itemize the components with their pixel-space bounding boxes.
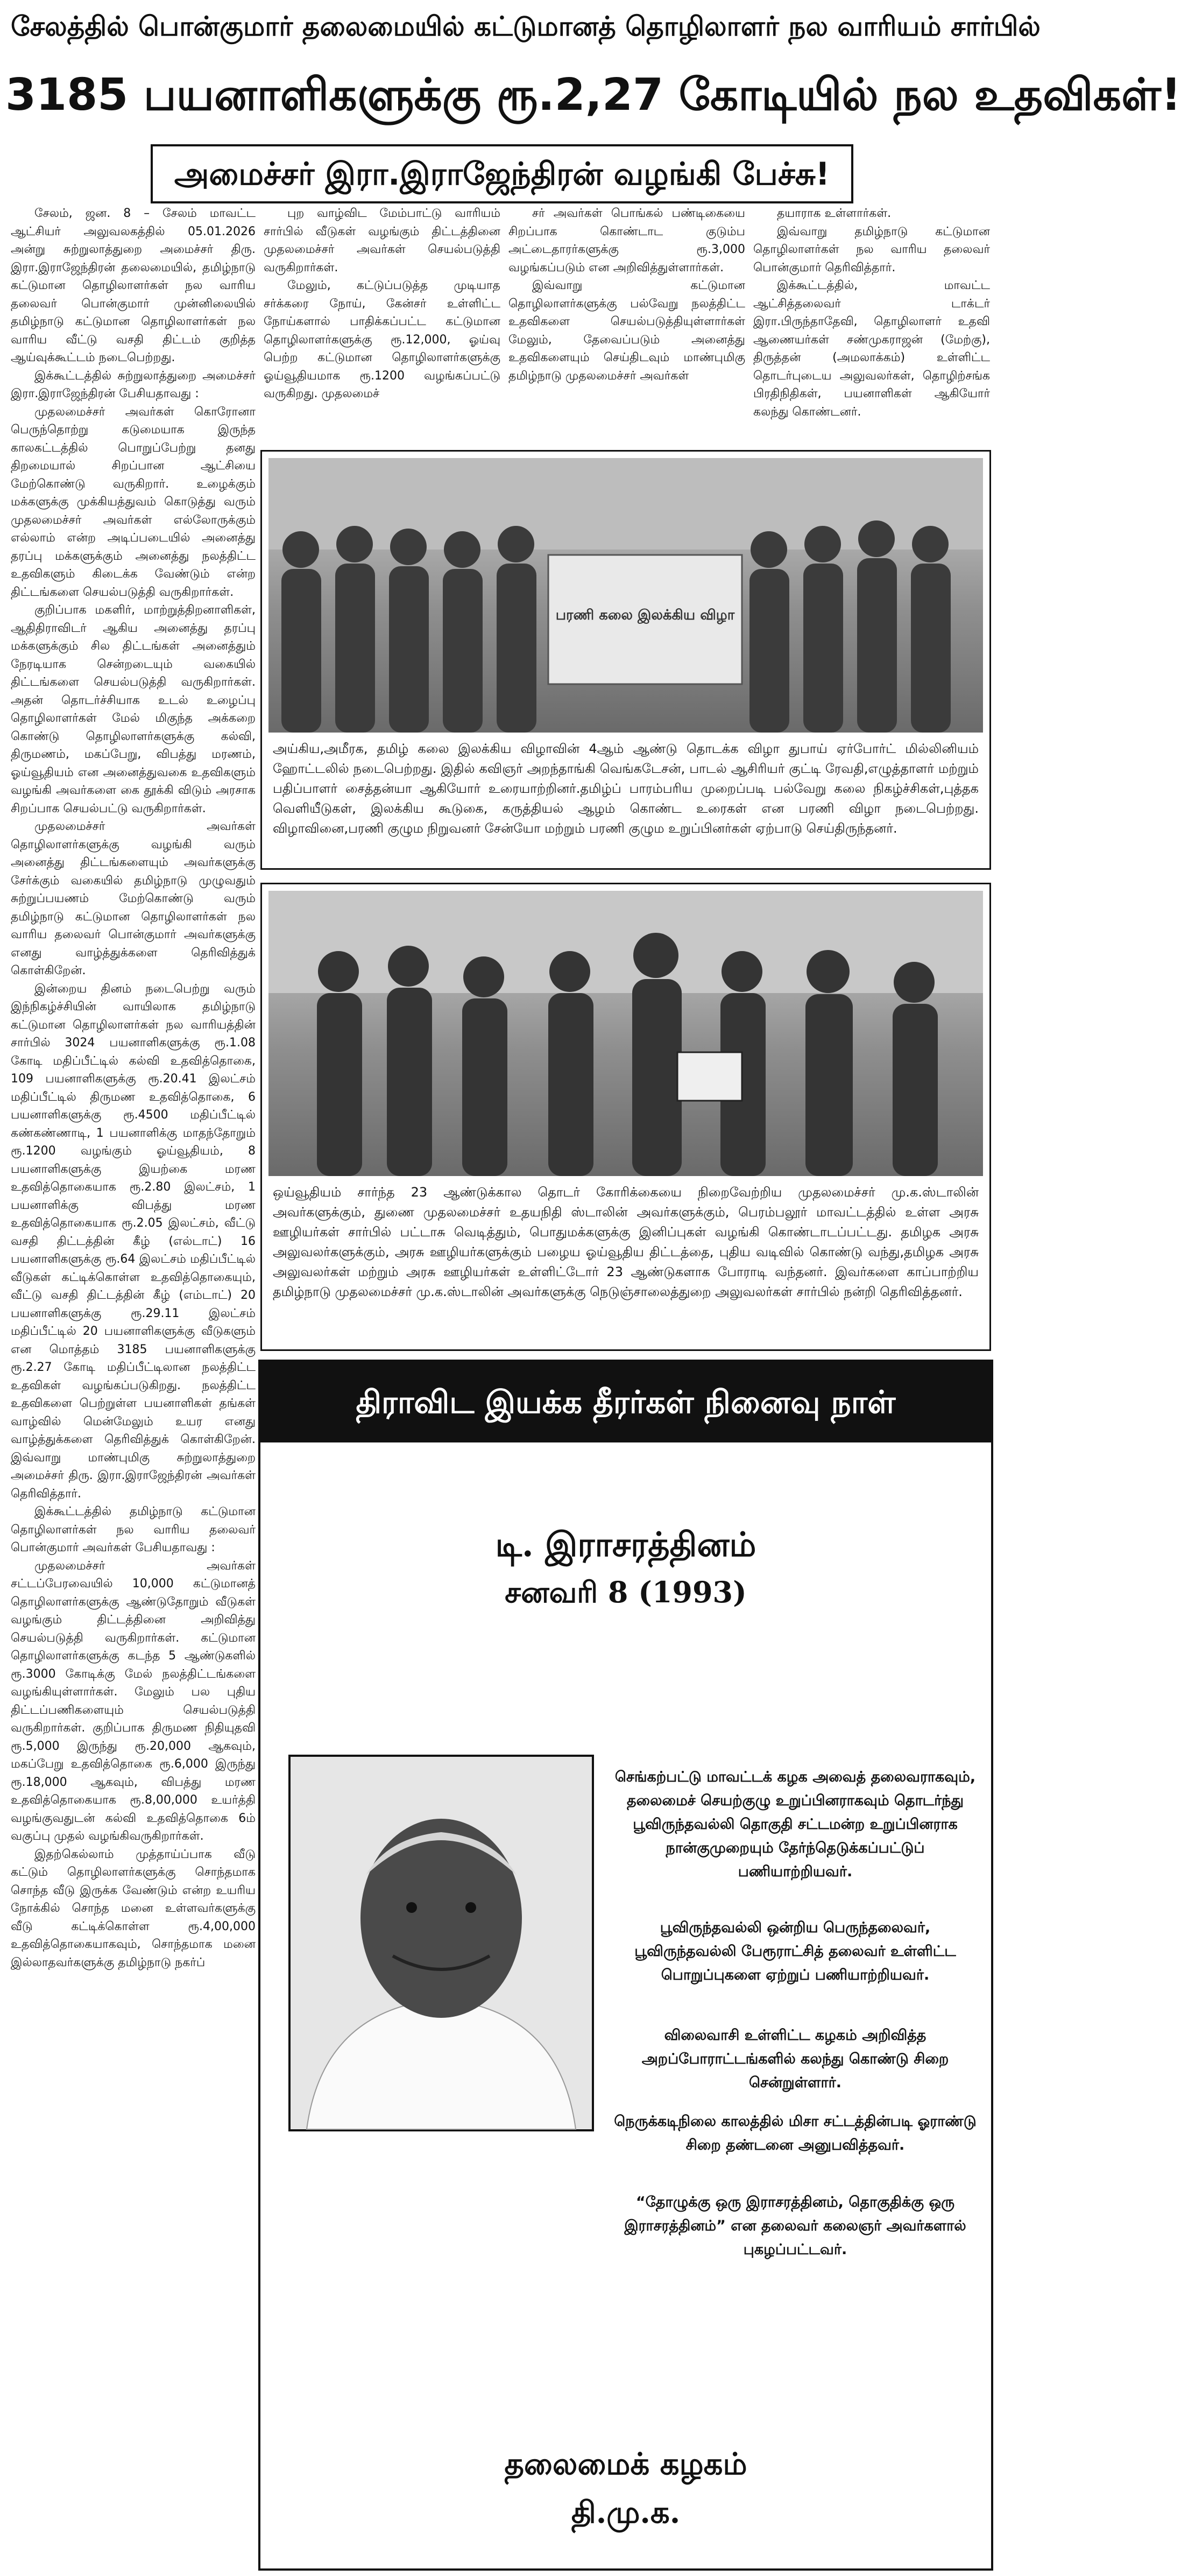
photo-banner-text: பரணி கலை இலக்கிய விழா: [555, 607, 735, 623]
headline: 3185 பயனாளிகளுக்கு ரூ.2,27 கோடியில் நல உதவிகள்!: [5, 69, 1181, 121]
article-paragraph: இதற்கெல்லாம் முத்தாய்ப்பாக வீடு கட்டும் தொழிலாளர்களுக்கு சொந்தமாக சொந்த வீடு இருக்க வேண்டும் என்ற உயரிய நோக்கில் சொந்த மனை உள்ளவர்களுக்கு வீடு கட்டிக்கொள்ள ரூ.4,00,000 உதவித்தொகையாகவும், சொந்தமாக மனை இல்லாதவர்களுக்கு தமிழ்நாடு நகர்ப்: [11, 1847, 256, 1969]
article-paragraph: புற வாழ்விட மேம்பாட்டு வாரியம் சார்பில் வீடுகள் வழங்கும் திட்டத்தினை முதலமைச்சர் அவர்கள் செயல்படுத்தி வருகிறார்கள்.: [264, 207, 500, 275]
photo-story-1: [260, 450, 991, 870]
event-photo-1-illustration: [268, 458, 983, 733]
portrait-illustration: [291, 1757, 592, 2129]
article-paragraph: குறிப்பாக மகளிர், மாற்றுத்திறனாளிகள், ஆதிதிராவிடர் ஆகிய அனைத்து தரப்பு மக்களுக்கும் சில திட்டங்கள் அனைத்தும் நேரடியாக சென்றடையும் வகையில் திட்டங்களை செயல்படுத்தி வருகிறார்கள். அதன் தொடர்ச்சியாக உடல் உழைப்பு தொழிலாளர்கள் மேல் மிகுந்த அக்கறை கொண்டு தொழிலாளர்களுக்கு கல்வி, திருமணம், மகப்பேறு, விபத்து மரணம், ஓய்வூதியம் என அனைத்துவகை உதவிகளும் வழங்கி அவர்களை கை தூக்கி விடும் அரசாக சிறப்பாக செயல்பட்டு வருகிறார்கள்.: [11, 603, 256, 815]
article-paragraph: சர் அவர்கள் பொங்கல் பண்டிகையை சிறப்பாக கொண்டாட குடும்ப அட்டைதாரர்களுக்கு ரூ.3,000 வழங்கப்படும் என அறிவித்துள்ளார்கள்.: [508, 207, 745, 275]
article-col-2: [264, 205, 500, 441]
event-photo-1: [268, 458, 983, 733]
event-photo-2: [268, 891, 983, 1176]
article-paragraph: இக்கூட்டத்தில் சுற்றுலாத்துறை அமைச்சர் இரா.இராஜேந்திரன் பேசியதாவது :: [11, 369, 256, 400]
subhead: அமைச்சர் இரா.இராஜேந்திரன் வழங்கி பேச்சு!: [151, 144, 853, 203]
memorial-signature-1: தலைமைக் கழகம்: [504, 2446, 747, 2482]
article-paragraph: இவ்வாறு கட்டுமான தொழிலாளர்களுக்கு பல்வேறு நலத்திட்ட உதவிகளை செயல்படுத்தியுள்ளார்கள் மேலும், தேவைப்படும் அனைத்து உதவிகளையும் செய்திடவும் மாண்புமிகு தமிழ்நாடு முதலமைச்சர் அவர்கள்: [508, 279, 745, 383]
article-col-1: [11, 205, 256, 2567]
article-paragraph: இக்கூட்டத்தில், மாவட்ட ஆட்சித்தலைவர் டாக்டர் இரா.பிருந்தாதேவி, தொழிலாளர் உதவி ஆணையர்கள் சண்முகராஜன் (மேற்கு), திருத்தன் (அமலாக்கம்) உள்ளிட்ட தொடர்புடைய அலுவலர்கள், தொழிற்சங்க பிரதிநிதிகள், பயனாளிகள் ஆகியோர் கலந்து கொண்டனர்.: [753, 279, 990, 419]
memorial-bio-3: விலைவாசி உள்ளிட்ட கழகம் அறிவித்த அறப்போராட்டங்களில் கலந்து கொண்டு சிறை சென்றுள்ளார்.: [641, 2027, 949, 2091]
memorial-portrait: [288, 1755, 594, 2131]
article-paragraph: முதலமைச்சர் அவர்கள் சட்டப்பேரவையில் 10,000 கட்டுமானத் தொழிலாளர்களுக்கு ஆண்டுதோறும் வீடுகள் வழங்கும் திட்டத்தினை அறிவித்து செயல்படுத்தி வருகிறார்கள். கட்டுமான தொழிலாளர்களுக்கு கடந்த 5 ஆண்டுகளில் ரூ.3000 கோடிக்கு மேல் நலத்திட்டங்களை வழங்கியுள்ளார்கள். மேலும் பல புதிய திட்டப்பணிகளையும் செயல்படுத்தி வருகிறார்கள். குறிப்பாக திருமண நிதியுதவி ரூ.5,000 இருந்து ரூ.20,000 ஆகவும், மகப்பேறு உதவித்தொகை ரூ.6,000 இருந்து ரூ.18,000 ஆகவும், விபத்து மரண உதவித்தொகையாக ரூ.8,00,000 உயர்த்தி வழங்குவதுடன் கல்வி உதவித்தொகை 6ம் வகுப்பு முதல் வழங்கிவருகிறார்கள்.: [11, 1559, 256, 1843]
photo-caption-1: அய்கிய,அமீரக, தமிழ் கலை இலக்கிய விழாவின் 4ஆம் ஆண்டு தொடக்க விழா துபாய் ஏர்போர்ட் மில்லினியம் ஹோட்டலில் நடைபெற்றது. இதில் கவிஞர் அறந்தாங்கி வெங்கடேசன், பாடல் ஆசிரியர் குட்டி ரேவதி,எழுத்தாளர் மற்றும் பதிப்பாளர் சைத்தன்யா ஆகியோர் உரையாற்றினர்.தமிழ்ப் பாரம்பரிய முறைப்படி பல்வேறு கலை நிகழ்ச்சிகள்,புத்தக வெளியீடுகள், இலக்கிய கூடுகை, கருத்தியல் ஆழம் கொண்ட உரைகள் என பரணி விழா நடைபெற்றது. விழாவினை,பரணி குழும நிறுவனர் சேன்யோ மற்றும் பரணி குழும உறுப்பினர்கள் ஏற்பாடு செய்திருந்தனர்.: [273, 741, 979, 836]
memorial-banner: திராவிட இயக்க தீரர்கள் நினைவு நாள்: [260, 1362, 991, 1442]
memorial-bio-5: “தோழுக்கு ஒரு இராசரத்தினம், தொகுதிக்கு ஒரு இராசரத்தினம்” என தலைவர் கலைஞர் அவர்களால் புகழப்பட்டவர்.: [624, 2194, 966, 2258]
photo-story-2: [260, 883, 991, 1351]
article-paragraph: முதலமைச்சர் அவர்கள் கொரோனா பெருந்தொற்று கடுமையாக இருந்த காலகட்டத்தில் பொறுப்பேற்று தனது திறமையால் சிறப்பான ஆட்சியை மேற்கொண்டு வருகிறார். உழைக்கும் மக்களுக்கு முக்கியத்துவம் கொடுத்து வரும் முதலமைச்சர் அவர்கள் எல்லோருக்கும் எல்லாம் என்ற அடிப்படையில் அனைத்து தரப்பு மக்களுக்கும் அனைத்து நலத்திட்ட உதவிகளும் கிடைக்க வேண்டும் என்ற திட்டங்களை செயல்படுத்தி வருகிறார்கள்.: [11, 405, 256, 599]
memorial-bio-4: நெருக்கடிநிலை காலத்தில் மிசா சட்டத்தின்படி ஓராண்டு சிறை தண்டனை அனுபவித்தவர்.: [614, 2113, 977, 2153]
subhead-wrap: [0, 144, 1004, 203]
memorial-name: டி. இராசரத்தினம்: [495, 1525, 756, 1564]
article-paragraph: இக்கூட்டத்தில் தமிழ்நாடு கட்டுமான தொழிலாளர்கள் நல வாரிய தலைவர் பொன்குமார் அவர்கள் பேசியதாவது :: [11, 1505, 256, 1554]
event-photo-2-illustration: [268, 891, 983, 1176]
article-paragraph: தயாராக உள்ளார்கள்.: [777, 207, 892, 220]
article-col-3: [508, 205, 745, 441]
photo-caption-2: ஒய்வூதியம் சார்ந்த 23 ஆண்டுக்கால தொடர் கோரிக்கையை நிறைவேற்றிய முதலமைச்சர் மு.க.ஸ்டாலின் அவர்களுக்கும், துணை முதலமைச்சர் உதயநிதி ஸ்டாலின் அவர்களுக்கும், பெரம்பலூர் மாவட்டத்தில் உள்ள அரசு ஊழியர்கள் சார்பில் பட்டாசு வெடித்தும், பொதுமக்களுக்கு இனிப்புகள் வழங்கி கொண்டாடப்பட்டது. தமிழக அரசு அலுவலர்களுக்கும், அரசு ஊழியர்களுக்கும் பழைய ஓய்வூதிய திட்டத்தை, புதிய வடிவில் கொண்டு வந்து,தமிழக அரசு அலுவலர்கள் மற்றும் அரசு ஊழியர்கள் உள்ளிட்டோர் 23 ஆண்டுகளாக போராடி வந்தனர். இவர்களை காப்பாற்றிய தமிழ்நாடு முதலமைச்சர் மு.க.ஸ்டாலின் அவர்களுக்கு நெடுஞ்சாலைத்துறை அலுவலர்கள் சார்பில் நன்றி தெரிவித்தனர்.: [273, 1185, 979, 1299]
article-col-4: [753, 205, 990, 441]
memorial-bio-2: பூவிருந்தவல்லி ஒன்றிய பெருந்தலைவர், பூவிருந்தவல்லி பேரூராட்சித் தலைவர் உள்ளிட்ட பொறுப்புகளை ஏற்றுப் பணியாற்றியவர்.: [634, 1919, 956, 1983]
article-paragraph: மேலும், கட்டுப்படுத்த முடியாத சர்க்கரை நோய், கேன்சர் உள்ளிட்ட நோய்களால் பாதிக்கப்பட்ட கட்டுமான தொழிலாளர்களுக்கு ரூ.12,000, ஓய்வு பெற்ற கட்டுமான தொழிலாளர்களுக்கு ஓய்வூதியமாக ரூ.1200 வழங்கப்பட்டு வருகிறது. முதலமைச்: [264, 279, 500, 400]
article-paragraph: இவ்வாறு தமிழ்நாடு கட்டுமான தொழிலாளர்கள் நல வாரிய தலைவர் பொன்குமார் தெரிவித்தார்.: [753, 224, 990, 275]
kicker: சேலத்தில் பொன்குமார் தலைமையில் கட்டுமானத் தொழிலாளர் நல வாரியம் சார்பில்: [11, 11, 1041, 42]
memorial-bio-1: செங்கற்பட்டு மாவட்டக் கழக அவைத் தலைவராகவும், தலைமைச் செயற்குழு உறுப்பினராகவும் தொடர்ந்து பூவிருந்தவல்லி தொகுதி சட்டமன்ற உறுப்பினராக நான்குமுறையும் தேர்ந்தெடுக்கப்பட்டுப் பணியாற்றியவர்.: [614, 1769, 976, 1880]
memorial-date: சனவரி 8 (1993): [505, 1575, 747, 1609]
article-paragraph: முதலமைச்சர் அவர்கள் தொழிலாளர்களுக்கு வழங்கி வரும் அனைத்து திட்டங்களையும் அவர்களுக்கு சேர்க்கும் வகையில் தமிழ்நாடு முழுவதும் சுற்றுப்பயணம் மேற்கொண்டு வரும் தமிழ்நாடு கட்டுமான தொழிலாளர்கள் நல வாரிய தலைவர் பொன்குமார் அவர்களுக்கு எனது வாழ்த்துக்களை தெரிவித்துக் கொள்கிறேன்.: [11, 820, 256, 977]
article-paragraph: சேலம், ஜன. 8 – சேலம் மாவட்ட ஆட்சியர் அலுவலகத்தில் 05.01.2026 அன்று சுற்றுலாத்துறை அமைச்சர் திரு. இரா.இராஜேந்திரன் தலைமையில், தமிழ்நாடு கட்டுமான தொழிலாளர்கள் நல வாரிய தலைவர் பொன்குமார் முன்னிலையில் தமிழ்நாடு கட்டுமான தொழிலாளர்கள் நல வாரிய வீட்டு வசதி திட்டம் குறித்த ஆய்வுக்கூட்டம் நடைபெற்றது.: [11, 207, 256, 364]
article-paragraph: இன்றைய தினம் நடைபெற்று வரும் இந்நிகழ்ச்சியின் வாயிலாக தமிழ்நாடு கட்டுமான தொழிலாளர்கள் நல வாரியத்தின் சார்பில் 3024 பயனாளிகளுக்கு ரூ.1.08 கோடி மதிப்பீட்டில் கல்வி உதவித்தொகை, 109 பயனாளிகளுக்கு ரூ.20.41 இலட்சம் மதிப்பீட்டில் திருமண உதவித்தொகை, 6 பயனாளிகளுக்கு ரூ.4500 மதிப்பீட்டில் கண்கண்ணாடி, 1 பயனாளிக்கு மாதந்தோறும் ரூ.1200 வழங்கும் ஓய்வூதியம், 8 பயனாளிகளுக்கு இயற்கை மரண உதவித்தொகையாக ரூ.2.80 இலட்சம், 1 பயனாளிக்கு விபத்து மரண உதவித்தொகையாக ரூ.2.05 இலட்சம், வீட்டு வசதி திட்டத்தின் கீழ் (எல்டாட்) 16 பயனாளிகளுக்கு ரூ.64 இலட்சம் மதிப்பீட்டில் வீடுகள் கட்டிக்கொள்ள உதவித்தொகையும், வீட்டு வசதி திட்டத்தின் கீழ் (எம்டாட்) 20 பயனாளிகளுக்கு ரூ.29.11 இலட்சம் மதிப்பீட்டில் 20 பயனாளிகளுக்கு வீடுகளும் என மொத்தம் 3185 பயனாளிகளுக்கு ரூ.2.27 கோடி மதிப்பீட்டிலான நலத்திட்ட உதவிகள் வழங்கப்படுகிறது. நலத்திட்ட உதவிகளை பெற்றுள்ள பயனாளிகள் தங்கள் வாழ்வில் மென்மேலும் உயர எனது வாழ்த்துக்களை தெரிவித்துக் கொள்கிறேன். இவ்வாறு மாண்புமிகு சுற்றுலாத்துறை அமைச்சர் திரு. இரா.இராஜேந்திரன் அவர்கள் தெரிவித்தார்.: [11, 982, 256, 1501]
memorial-signature-2: தி.மு.க.: [571, 2495, 681, 2530]
